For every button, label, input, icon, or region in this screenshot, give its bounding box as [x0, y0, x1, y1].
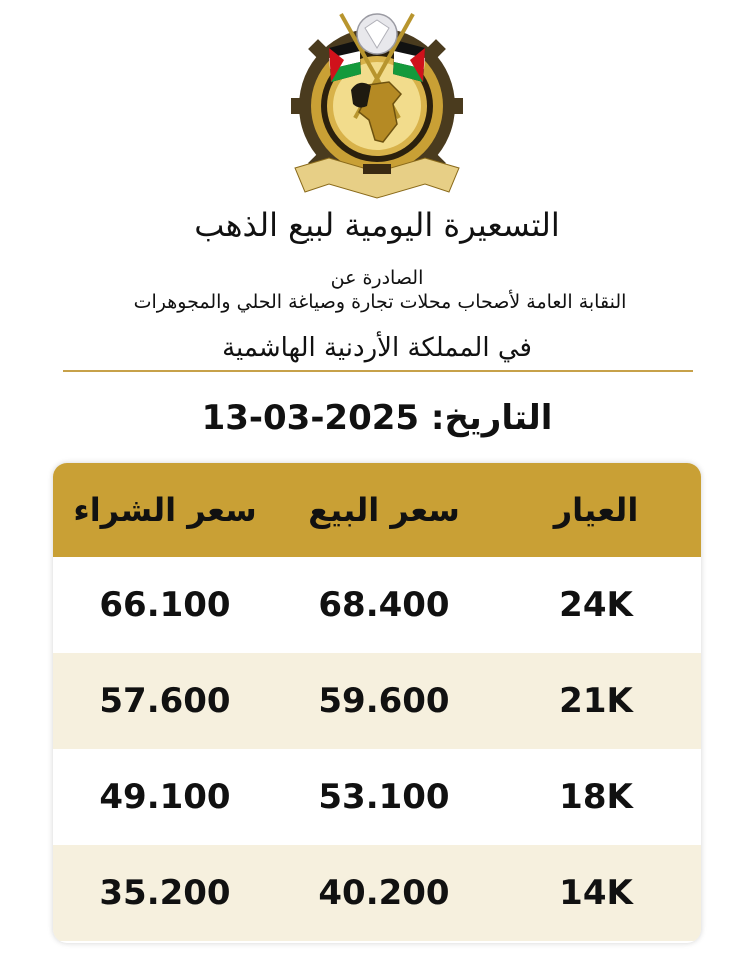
- karat-cell: 21K: [559, 681, 633, 721]
- buy-price-cell: 66.100: [99, 585, 231, 625]
- sell-price-cell: 53.100: [318, 777, 450, 817]
- buy-price-cell: 49.100: [99, 777, 231, 817]
- table-row: [53, 749, 701, 845]
- sell-price-cell: 59.600: [318, 681, 450, 721]
- table-row: [53, 653, 701, 749]
- sell-price-cell: 68.400: [318, 585, 450, 625]
- karat-cell: 24K: [559, 585, 633, 625]
- issued-by-text: الصادرة عن: [330, 267, 424, 289]
- table-row: [53, 557, 701, 653]
- price-table: [53, 463, 701, 943]
- date-label: التاريخ:: [430, 398, 553, 438]
- date-line: [0, 392, 754, 444]
- syndicate-logo: [289, 8, 465, 206]
- table-header: [53, 463, 701, 557]
- buy-price-cell: 57.600: [99, 681, 231, 721]
- divider: [63, 370, 693, 372]
- karat-cell: 14K: [559, 873, 633, 913]
- buy-price-cell: 35.200: [99, 873, 231, 913]
- diamond-icon: [357, 14, 397, 54]
- header-karat: العيار: [553, 491, 639, 529]
- union-name: النقابة العامة لأصحاب محلات تجارة وصياغة الحلي والمجوهرات: [133, 291, 627, 313]
- page-title: التسعيرة اليومية لبيع الذهب: [194, 206, 560, 244]
- header-buy-price: سعر الشراء: [73, 491, 257, 529]
- table-row: [53, 845, 701, 941]
- sell-price-cell: 40.200: [318, 873, 450, 913]
- karat-cell: 18K: [559, 777, 633, 817]
- header-sell-price: سعر البيع: [308, 491, 460, 529]
- date-value: 13-03-2025: [201, 398, 420, 438]
- kingdom-name: في المملكة الأردنية الهاشمية: [222, 333, 532, 363]
